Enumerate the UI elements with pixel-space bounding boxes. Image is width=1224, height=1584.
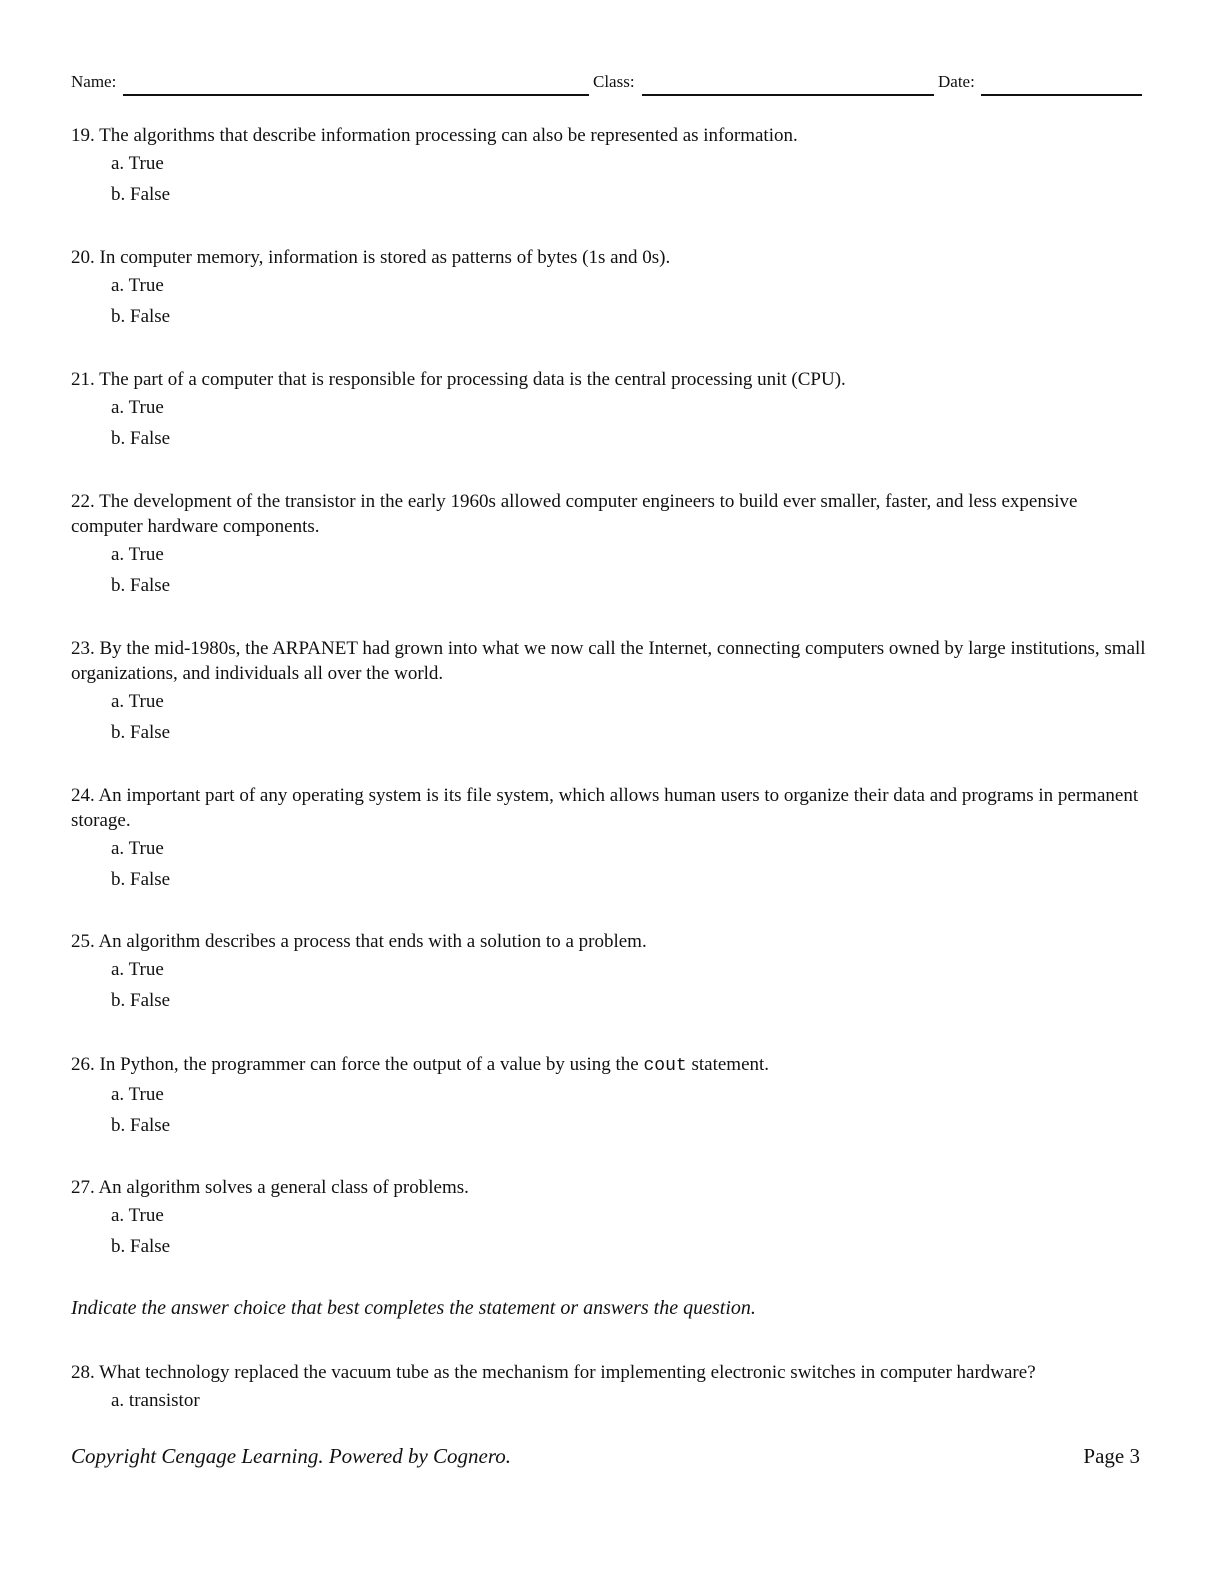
option-a: a. True bbox=[111, 544, 164, 565]
question-23 bbox=[71, 636, 1146, 748]
question-26 bbox=[71, 1052, 1146, 1141]
section-instructions: Indicate the answer choice that best completes the statement or answers the question. bbox=[71, 1297, 756, 1319]
question-text: 28. What technology replaced the vacuum tube as the mechanism for implementing electronic switches in computer hardware? bbox=[71, 1362, 1036, 1383]
date-label: Date: bbox=[938, 72, 975, 91]
option-a: a. True bbox=[111, 1205, 164, 1226]
option-b: b. False bbox=[111, 990, 171, 1011]
name-label: Name: bbox=[71, 72, 117, 91]
question-text: 26. In Python, the programmer can force the output of a value by using the cout statement. bbox=[71, 1054, 770, 1076]
option-a: a. True bbox=[111, 1084, 164, 1105]
name-field-line bbox=[123, 94, 589, 96]
option-b: b. False bbox=[111, 428, 171, 449]
question-text: 19. The algorithms that describe information processing can also be represented as information. bbox=[71, 125, 798, 146]
question-21 bbox=[71, 367, 1146, 454]
question-text: 23. By the mid-1980s, the ARPANET had grown into what we now call the Internet, connecting computers owned by large institutions, small organizations, and individuals all over the world. bbox=[71, 638, 1146, 684]
option-a: a. True bbox=[111, 838, 164, 859]
option-a: a. transistor bbox=[111, 1390, 200, 1411]
option-b: b. False bbox=[111, 722, 171, 743]
date-field-line bbox=[981, 94, 1142, 96]
page-header bbox=[71, 72, 1142, 98]
footer-copyright: Copyright Cengage Learning. Powered by Cognero. bbox=[71, 1444, 511, 1468]
option-a: a. True bbox=[111, 959, 164, 980]
option-b: b. False bbox=[111, 869, 171, 890]
page-number: Page 3 bbox=[1083, 1444, 1140, 1468]
question-text: 22. The development of the transistor in the early 1960s allowed computer engineers to build ever smaller, faster, and less expensive computer hardware components. bbox=[71, 491, 1078, 537]
option-a: a. True bbox=[111, 275, 164, 296]
question-20 bbox=[71, 245, 1146, 332]
question-text: 21. The part of a computer that is responsible for processing data is the central processing unit (CPU). bbox=[71, 369, 846, 390]
question-text: 25. An algorithm describes a process that ends with a solution to a problem. bbox=[71, 931, 647, 952]
class-label: Class: bbox=[593, 72, 635, 91]
code-keyword: cout bbox=[643, 1056, 687, 1076]
option-b: b. False bbox=[111, 184, 171, 205]
option-a: a. True bbox=[111, 153, 164, 174]
question-28 bbox=[71, 1360, 1146, 1416]
question-22 bbox=[71, 489, 1146, 601]
question-text: 27. An algorithm solves a general class of problems. bbox=[71, 1177, 469, 1198]
question-text: 20. In computer memory, information is stored as patterns of bytes (1s and 0s). bbox=[71, 247, 671, 268]
class-field-line bbox=[642, 94, 934, 96]
question-27 bbox=[71, 1175, 1146, 1262]
option-b: b. False bbox=[111, 1115, 171, 1136]
question-19 bbox=[71, 123, 1146, 210]
option-a: a. True bbox=[111, 691, 164, 712]
question-25 bbox=[71, 929, 1146, 1016]
option-b: b. False bbox=[111, 1236, 171, 1257]
option-b: b. False bbox=[111, 575, 171, 596]
option-b: b. False bbox=[111, 306, 171, 327]
question-text: 24. An important part of any operating system is its file system, which allows human users to organize their data and programs in permanent storage. bbox=[71, 785, 1139, 831]
option-a: a. True bbox=[111, 397, 164, 418]
question-24 bbox=[71, 783, 1146, 895]
